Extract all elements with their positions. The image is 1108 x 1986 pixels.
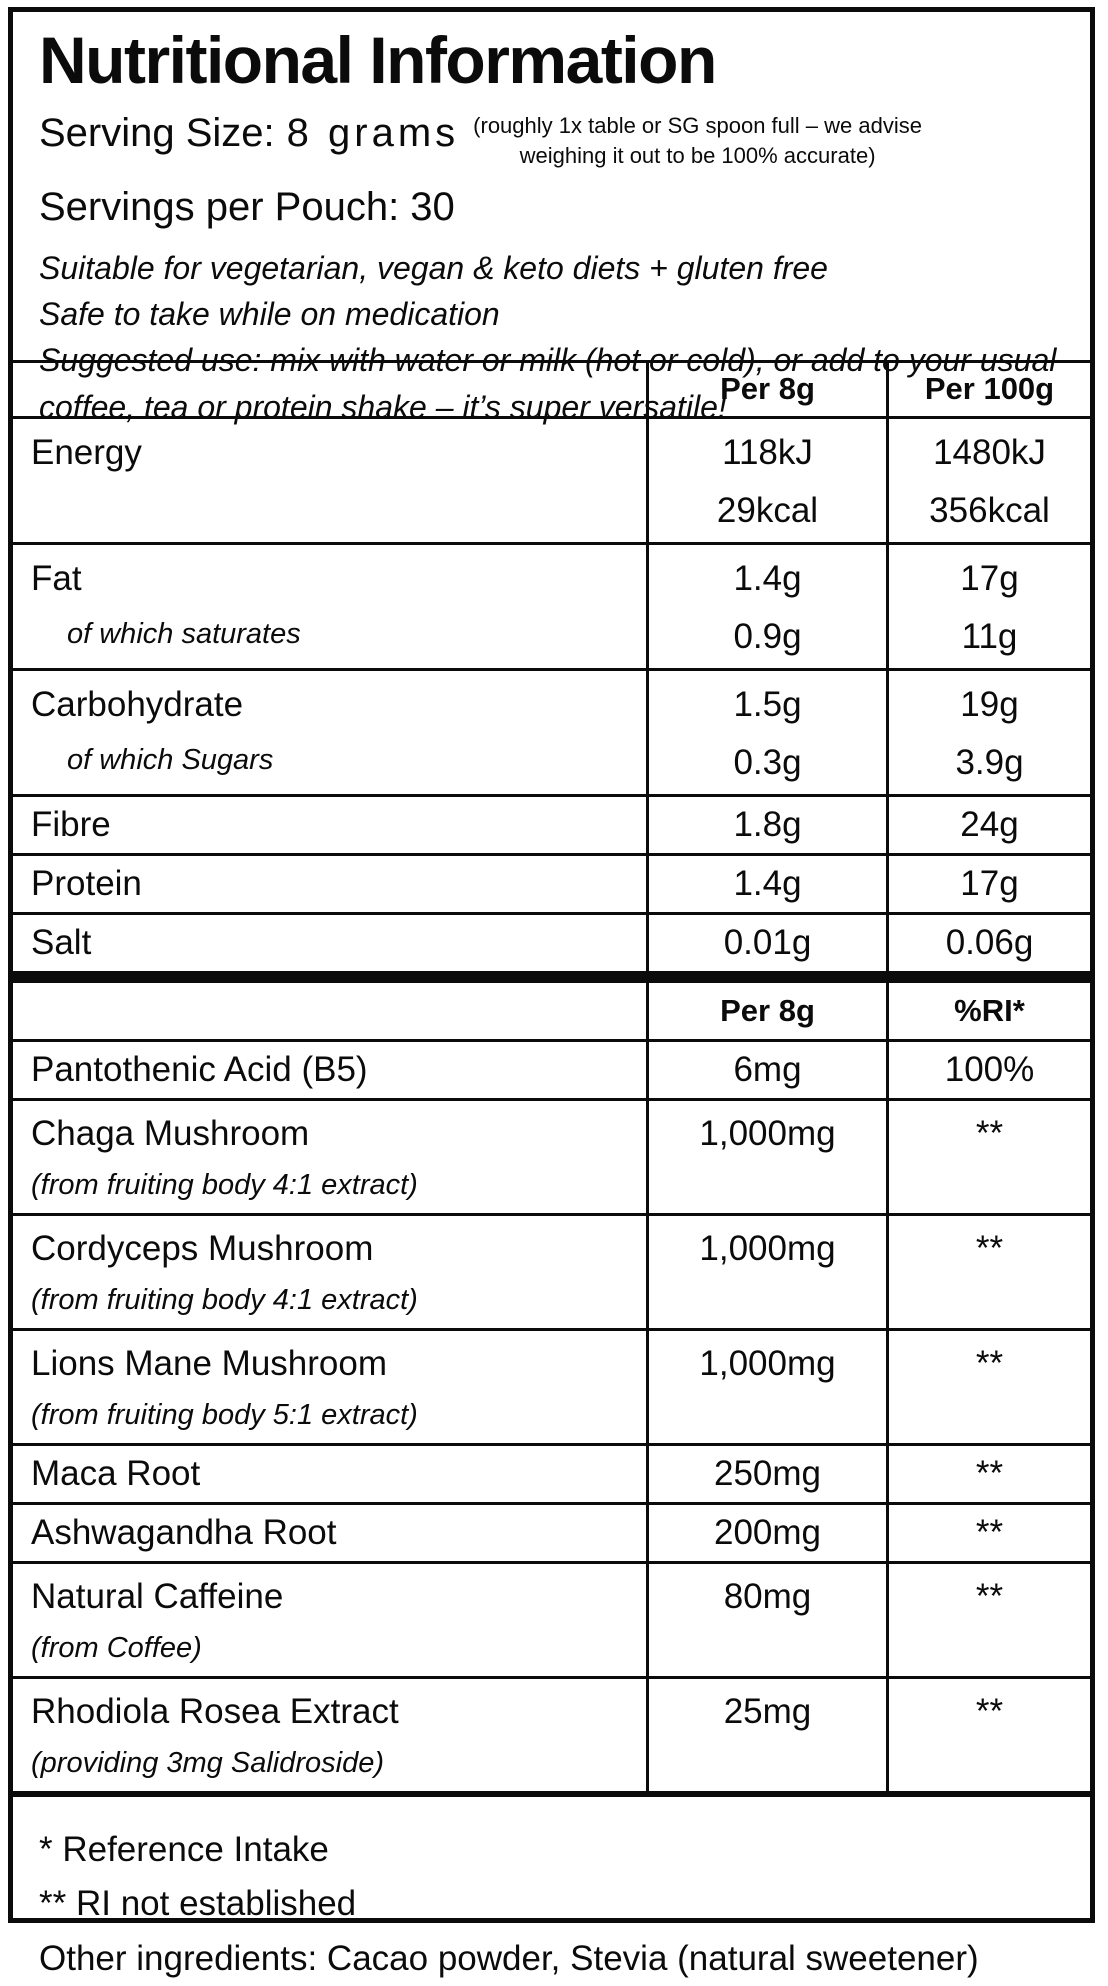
value-per8g-kj: 118kJ	[722, 433, 813, 472]
row-sublabel: (from fruiting body 5:1 extract)	[31, 1399, 418, 1431]
table-row-protein	[13, 853, 1090, 912]
ri-value: **	[975, 1692, 1004, 1731]
value-per8g-sub: 0.9g	[733, 617, 802, 656]
page-title: Nutritional Information	[39, 23, 716, 97]
amount-per8g: 200mg	[713, 1513, 822, 1552]
table-row-lions-mane-mushroom	[13, 1328, 1090, 1443]
serving-note-line2: weighing it out to be 100% accurate)	[519, 142, 876, 168]
supplements-table	[13, 983, 1090, 1791]
row-sublabel: (from fruiting body 4:1 extract)	[31, 1284, 418, 1316]
row-label: Maca Root	[31, 1454, 201, 1493]
footnote-ri-not-established: ** RI not established	[39, 1884, 357, 1924]
table-row-energy	[13, 416, 1090, 542]
value-per100g: 17g	[960, 864, 1019, 903]
row-label: Protein	[31, 864, 142, 903]
note-medication: Safe to take while on medication	[39, 296, 500, 333]
serving-size-note	[473, 111, 922, 170]
column-header-per100g: Per 100g	[924, 371, 1055, 407]
table-row-salt	[13, 912, 1090, 971]
table-row-chaga-mushroom	[13, 1098, 1090, 1213]
value-per100g-kj: 1480kJ	[933, 433, 1046, 472]
amount-per8g: 1,000mg	[699, 1229, 836, 1268]
value-per8g: 0.01g	[723, 923, 812, 962]
row-label: Rhodiola Rosea Extract	[31, 1692, 399, 1731]
row-label: Salt	[31, 923, 92, 962]
value-per8g: 1.4g	[733, 559, 802, 598]
footnotes	[13, 1791, 1090, 1986]
serving-size-line	[39, 111, 1068, 170]
amount-per8g: 250mg	[713, 1454, 822, 1493]
column-header-per8g: Per 8g	[720, 371, 815, 407]
row-label: Lions Mane Mushroom	[31, 1344, 387, 1383]
nutrition-table	[13, 360, 1090, 971]
value-per100g-sub: 11g	[961, 617, 1018, 656]
table-row-fat	[13, 542, 1090, 668]
ri-value: **	[975, 1454, 1004, 1493]
row-sublabel: (from Coffee)	[31, 1632, 202, 1664]
header-empty-cell	[13, 363, 646, 416]
table-row-cordyceps-mushroom	[13, 1213, 1090, 1328]
nutrition-label	[8, 7, 1095, 1978]
value-per8g-sub: 0.3g	[733, 743, 802, 782]
value-per100g: 24g	[960, 805, 1019, 844]
value-per100g-kcal: 356kcal	[929, 491, 1050, 530]
table-row-fibre	[13, 794, 1090, 853]
amount-per8g: 80mg	[723, 1577, 812, 1616]
amount-per8g: 25mg	[723, 1692, 812, 1731]
row-label: Natural Caffeine	[31, 1577, 284, 1616]
value-per100g-sub: 3.9g	[955, 743, 1024, 782]
column-header-per8g: Per 8g	[720, 992, 815, 1028]
value-per100g: 0.06g	[945, 923, 1034, 962]
row-sublabel: of which Sugars	[67, 744, 274, 776]
value-per8g-kcal: 29kcal	[716, 491, 819, 530]
note-suggested-use: Suggested use: mix with water or milk (hot or cold), or add to your usual coffee, tea or protein shake – it’s super versatile!	[39, 342, 1057, 425]
servings-per-pouch: Servings per Pouch: 30	[39, 184, 455, 229]
table-row-rhodiola-rosea	[13, 1676, 1090, 1791]
row-sublabel: (from fruiting body 4:1 extract)	[31, 1169, 418, 1201]
amount-per8g: 1,000mg	[699, 1114, 836, 1153]
amount-per8g: 1,000mg	[699, 1344, 836, 1383]
row-label: Fibre	[31, 805, 111, 844]
table-row-pantothenic-acid	[13, 1039, 1090, 1098]
ri-value: **	[975, 1577, 1004, 1616]
serving-note-line1: (roughly 1x table or SG spoon full – we advise	[473, 113, 922, 139]
ri-value: **	[975, 1344, 1004, 1383]
amount-per8g: 6mg	[733, 1050, 802, 1089]
row-label: Cordyceps Mushroom	[31, 1229, 374, 1268]
ri-value: **	[975, 1229, 1004, 1268]
note-diets: Suitable for vegetarian, vegan & keto diets + gluten free	[39, 249, 828, 286]
footnote-reference-intake: * Reference Intake	[39, 1830, 329, 1869]
row-sublabel: (providing 3mg Salidroside)	[31, 1747, 384, 1779]
header-empty-cell	[13, 983, 646, 1039]
section-divider-bar	[13, 971, 1090, 983]
table-row-natural-caffeine	[13, 1561, 1090, 1676]
ri-value: **	[975, 1513, 1004, 1552]
supplements-table-header	[13, 983, 1090, 1039]
ri-value: 100%	[944, 1050, 1035, 1089]
ri-value: **	[975, 1114, 1004, 1153]
row-label: Ashwagandha Root	[31, 1513, 337, 1552]
serving-size-label: Serving Size:	[39, 111, 275, 156]
row-label: Pantothenic Acid (B5)	[31, 1050, 368, 1089]
table-row-maca-root	[13, 1443, 1090, 1502]
row-label: Carbohydrate	[31, 685, 244, 724]
value-per8g: 1.5g	[733, 685, 802, 724]
row-label: Energy	[31, 433, 142, 472]
row-label: Chaga Mushroom	[31, 1114, 310, 1153]
row-label: Fat	[31, 559, 82, 598]
value-per100g: 17g	[960, 559, 1019, 598]
value-per8g: 1.8g	[733, 805, 802, 844]
value-per8g: 1.4g	[733, 864, 802, 903]
column-header-ri: %RI*	[954, 992, 1025, 1028]
footnote-other-ingredients: Other ingredients: Cacao powder, Stevia (natural sweetener)	[39, 1938, 979, 1978]
row-sublabel: of which saturates	[67, 618, 301, 650]
serving-size-value: 8 grams	[286, 111, 460, 156]
nutrition-table-header	[13, 360, 1090, 416]
table-row-ashwagandha-root	[13, 1502, 1090, 1561]
value-per100g: 19g	[960, 685, 1019, 724]
table-row-carbohydrate	[13, 668, 1090, 794]
